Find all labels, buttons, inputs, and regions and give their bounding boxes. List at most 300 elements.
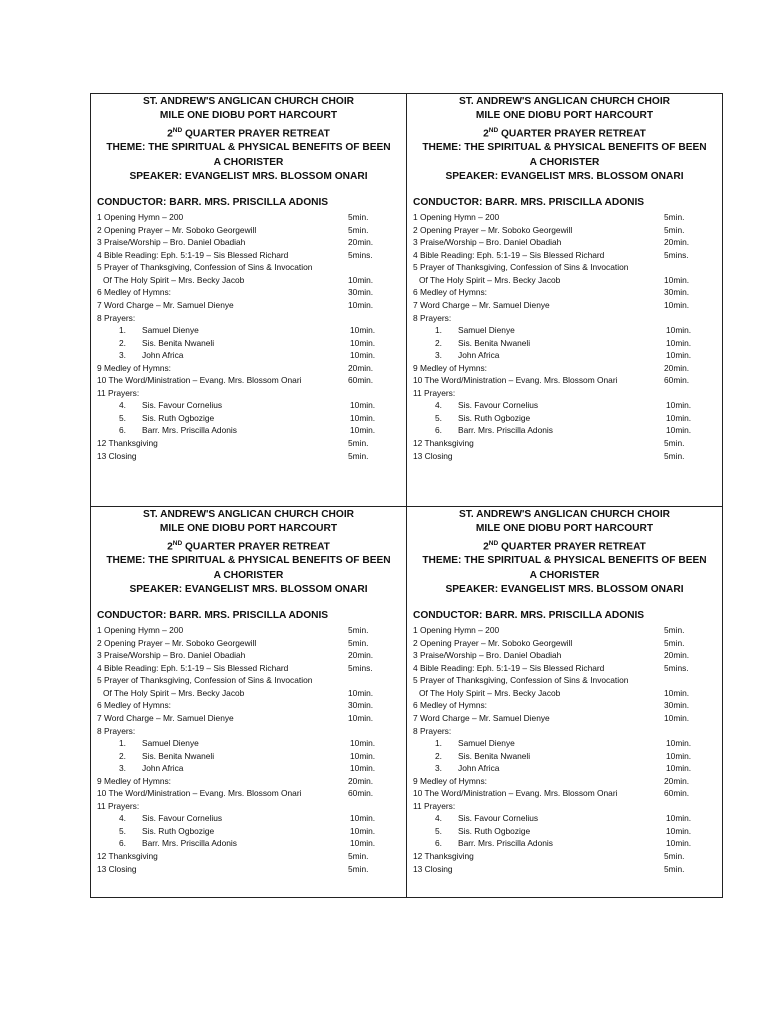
item-text: 7 Word Charge – Mr. Samuel Dienye <box>97 713 234 723</box>
item-text: 8 Prayers: <box>97 725 136 736</box>
programme-item <box>91 624 406 637</box>
conductor: CONDUCTOR: BARR. MRS. PRISCILLA ADONIS <box>97 197 329 209</box>
item-text: 9 Medley of Hymns: <box>97 775 172 786</box>
item-text: 11 Prayers: <box>413 800 456 811</box>
item-duration: 5min. <box>348 212 369 223</box>
programme-item <box>91 362 406 375</box>
ordinal-suffix: ND <box>172 126 183 134</box>
item-text: 2 Opening Prayer – Mr. Soboko Georgewill <box>97 637 257 648</box>
item-duration: 10min. <box>350 337 376 348</box>
item-text: John Africa <box>142 350 184 361</box>
programme-item <box>91 800 406 813</box>
church-location: MILE ONE DIOBU PORT HARCOURT <box>475 523 654 535</box>
item-text: 7 Word Charge – Mr. Samuel Dienye <box>413 713 550 723</box>
programme-item <box>407 399 722 412</box>
programme-item <box>407 674 722 687</box>
item-text: Sis. Favour Cornelius <box>142 813 223 824</box>
item-duration: 30min. <box>348 700 374 711</box>
programme-item <box>91 837 406 850</box>
programme-item <box>407 224 722 237</box>
ordinal-number: 2 <box>167 127 173 139</box>
programme-item <box>407 362 722 375</box>
programme-item <box>407 624 722 637</box>
item-text: 7 Word Charge – Mr. Samuel Dienye <box>413 300 550 310</box>
conductor: CONDUCTOR: BARR. MRS. PRISCILLA ADONIS <box>97 610 329 622</box>
item-duration: 10min. <box>348 687 374 698</box>
programme-item <box>91 674 406 687</box>
item-duration: 10min. <box>350 412 376 423</box>
programme-item <box>407 699 722 712</box>
item-text: 12 Thanksgiving <box>413 438 474 449</box>
programme-item <box>407 437 722 450</box>
item-text: 6 Medley of Hymns: <box>97 287 172 298</box>
item-text: 8 Prayers: <box>413 725 452 736</box>
item-duration: 10min. <box>664 300 690 310</box>
item-duration: 20min. <box>664 237 690 248</box>
item-text: 12 Thanksgiving <box>413 851 474 862</box>
item-text: 11 Prayers: <box>413 387 456 398</box>
item-text: Sis. Ruth Ogbozige <box>458 825 531 836</box>
programme-item <box>407 286 722 299</box>
programme-item <box>407 424 722 437</box>
item-text: 8 Prayers: <box>97 312 136 323</box>
programme-list <box>407 624 722 875</box>
programme-item <box>407 274 722 287</box>
programme-item <box>91 286 406 299</box>
programme-item <box>407 349 722 362</box>
prayer-number: 6. <box>435 425 442 436</box>
programme-item <box>91 437 406 450</box>
item-duration: 5min. <box>348 625 369 636</box>
item-duration: 5min. <box>348 851 369 862</box>
programme-item <box>91 211 406 224</box>
programme-list <box>91 624 406 875</box>
item-text: Sis. Favour Cornelius <box>458 400 539 411</box>
prayer-number: 3. <box>119 350 126 361</box>
item-duration: 10min. <box>348 300 374 310</box>
programme-item <box>407 261 722 274</box>
prayer-number: 6. <box>119 838 126 849</box>
item-text: Sis. Ruth Ogbozige <box>142 412 215 423</box>
item-duration: 20min. <box>348 650 374 661</box>
speaker: SPEAKER: EVANGELIST MRS. BLOSSOM ONARI <box>129 583 368 595</box>
item-duration: 10min. <box>348 274 374 285</box>
item-duration: 60min. <box>664 788 690 799</box>
item-duration: 10min. <box>350 325 376 336</box>
item-duration: 5mins. <box>348 249 373 260</box>
item-text: 10 The Word/Ministration – Evang. Mrs. Blossom Onari <box>97 375 302 386</box>
speaker: SPEAKER: EVANGELIST MRS. BLOSSOM ONARI <box>129 170 368 182</box>
item-text: 9 Medley of Hymns: <box>97 362 172 373</box>
retreat-title <box>419 537 710 555</box>
theme: THEME: THE SPIRITUAL & PHYSICAL BENEFITS OF BEEN A CHORISTER <box>422 142 707 168</box>
item-duration: 5min. <box>664 851 685 862</box>
programme-item <box>407 450 722 463</box>
programme-item <box>91 637 406 650</box>
item-duration: 10min. <box>666 813 692 824</box>
item-duration: 10min. <box>348 713 374 723</box>
item-duration: 5min. <box>664 212 685 223</box>
item-text: 2 Opening Prayer – Mr. Soboko Georgewill <box>413 224 573 235</box>
item-text: 2 Opening Prayer – Mr. Soboko Georgewill <box>413 637 573 648</box>
item-duration: 10min. <box>666 350 692 361</box>
church-name: ST. ANDREW'S ANGLICAN CHURCH CHOIR <box>458 96 671 107</box>
item-text: Of The Holy Spirit – Mrs. Becky Jacob <box>103 687 245 698</box>
programme-item <box>91 649 406 662</box>
item-duration: 10min. <box>666 337 692 348</box>
item-duration: 10min. <box>350 838 376 849</box>
programme-item <box>91 812 406 825</box>
programme-item <box>91 249 406 262</box>
item-text: Samuel Dienye <box>458 738 515 749</box>
programme-item <box>407 324 722 337</box>
item-text: 3 Praise/Worship – Bro. Daniel Obadiah <box>413 237 562 248</box>
item-duration: 10min. <box>666 763 692 774</box>
retreat-title <box>419 124 710 142</box>
church-location: MILE ONE DIOBU PORT HARCOURT <box>159 110 338 122</box>
programme-item <box>91 261 406 274</box>
retreat-title <box>103 537 394 555</box>
item-text: Barr. Mrs. Priscilla Adonis <box>458 425 553 436</box>
programme-item <box>91 850 406 863</box>
programme-item <box>407 725 722 738</box>
item-text: 4 Bible Reading: Eph. 5:1-19 – Sis Blessed Richard <box>413 249 605 260</box>
programme-item <box>407 863 722 876</box>
item-text: 12 Thanksgiving <box>97 438 158 449</box>
church-name: ST. ANDREW'S ANGLICAN CHURCH CHOIR <box>458 509 671 520</box>
programme-item <box>91 337 406 350</box>
programme-item <box>91 687 406 700</box>
prayer-number: 5. <box>119 412 126 423</box>
item-duration: 5min. <box>348 450 369 461</box>
item-duration: 5min. <box>664 224 685 235</box>
item-duration: 10min. <box>350 813 376 824</box>
programme-sheet <box>90 93 723 898</box>
retreat-name: QUARTER PRAYER RETREAT <box>182 127 330 139</box>
item-text: 1 Opening Hymn – 200 <box>97 212 184 223</box>
item-text: 10 The Word/Ministration – Evang. Mrs. Blossom Onari <box>413 375 618 386</box>
item-duration: 5mins. <box>664 662 689 673</box>
item-text: 6 Medley of Hymns: <box>413 287 488 298</box>
item-duration: 5min. <box>664 637 685 648</box>
ordinal-suffix: ND <box>172 539 183 547</box>
conductor: CONDUCTOR: BARR. MRS. PRISCILLA ADONIS <box>413 197 645 209</box>
item-duration: 5min. <box>348 863 369 874</box>
retreat-name: QUARTER PRAYER RETREAT <box>498 540 646 552</box>
item-duration: 20min. <box>348 237 374 248</box>
item-text: 5 Prayer of Thanksgiving, Confession of Sins & Invocation <box>413 262 629 273</box>
church-location: MILE ONE DIOBU PORT HARCOURT <box>475 110 654 122</box>
item-text: Barr. Mrs. Priscilla Adonis <box>142 838 237 849</box>
programme-list <box>91 211 406 462</box>
card-header <box>407 508 722 597</box>
item-text: 4 Bible Reading: Eph. 5:1-19 – Sis Blessed Richard <box>413 662 605 673</box>
programme-item <box>407 412 722 425</box>
item-duration: 10min. <box>350 750 376 761</box>
programme-item <box>91 775 406 788</box>
programme-item <box>407 337 722 350</box>
programme-item <box>91 374 406 387</box>
programme-item <box>91 412 406 425</box>
programme-item <box>407 662 722 675</box>
programme-item <box>407 787 722 800</box>
retreat-title <box>103 124 394 142</box>
item-text: 1 Opening Hymn – 200 <box>97 625 184 636</box>
ordinal-suffix: ND <box>488 126 499 134</box>
item-text: Sis. Benita Nwaneli <box>142 750 215 761</box>
item-duration: 5min. <box>348 224 369 235</box>
item-duration: 60min. <box>348 788 374 799</box>
item-text: 1 Opening Hymn – 200 <box>413 212 500 223</box>
programme-item <box>407 649 722 662</box>
item-text: Samuel Dienye <box>142 325 199 336</box>
item-duration: 20min. <box>664 362 690 373</box>
programme-item <box>407 312 722 325</box>
ordinal-number: 2 <box>483 127 489 139</box>
item-text: 5 Prayer of Thanksgiving, Confession of Sins & Invocation <box>413 675 629 686</box>
item-text: John Africa <box>458 763 500 774</box>
item-duration: 30min. <box>348 287 374 298</box>
programme-item <box>91 236 406 249</box>
programme-item <box>407 825 722 838</box>
programme-item <box>91 699 406 712</box>
item-text: Barr. Mrs. Priscilla Adonis <box>458 838 553 849</box>
item-text: Sis. Favour Cornelius <box>142 400 223 411</box>
item-text: 10 The Word/Ministration – Evang. Mrs. Blossom Onari <box>97 788 302 799</box>
programme-item <box>91 324 406 337</box>
programme-item <box>91 762 406 775</box>
item-text: 13 Closing <box>97 863 137 874</box>
speaker: SPEAKER: EVANGELIST MRS. BLOSSOM ONARI <box>445 170 684 182</box>
item-text: 12 Thanksgiving <box>97 851 158 862</box>
item-text: 1 Opening Hymn – 200 <box>413 625 500 636</box>
item-duration: 10min. <box>350 400 376 411</box>
item-text: 11 Prayers: <box>97 800 140 811</box>
church-location: MILE ONE DIOBU PORT HARCOURT <box>159 523 338 535</box>
programme-item <box>91 424 406 437</box>
prayer-number: 6. <box>435 838 442 849</box>
item-text: Sis. Benita Nwaneli <box>458 337 531 348</box>
item-duration: 30min. <box>664 700 690 711</box>
item-text: 10 The Word/Ministration – Evang. Mrs. Blossom Onari <box>413 788 618 799</box>
item-text: Of The Holy Spirit – Mrs. Becky Jacob <box>419 274 561 285</box>
item-text: 13 Closing <box>97 450 137 461</box>
prayer-number: 2. <box>435 750 442 761</box>
item-text: Sis. Favour Cornelius <box>458 813 539 824</box>
item-duration: 20min. <box>348 775 374 786</box>
item-text: 6 Medley of Hymns: <box>97 700 172 711</box>
theme: THEME: THE SPIRITUAL & PHYSICAL BENEFITS OF BEEN A CHORISTER <box>106 555 391 581</box>
card-header <box>407 95 722 184</box>
prayer-number: 4. <box>435 813 442 824</box>
programme-card <box>91 507 407 897</box>
item-text: 13 Closing <box>413 863 453 874</box>
item-text: Sis. Benita Nwaneli <box>142 337 215 348</box>
prayer-number: 1. <box>435 325 442 336</box>
prayer-number: 3. <box>119 763 126 774</box>
item-text: John Africa <box>458 350 500 361</box>
programme-item <box>407 249 722 262</box>
prayer-number: 2. <box>119 750 126 761</box>
item-text: 3 Praise/Worship – Bro. Daniel Obadiah <box>413 650 562 661</box>
item-text: Samuel Dienye <box>458 325 515 336</box>
speaker: SPEAKER: EVANGELIST MRS. BLOSSOM ONARI <box>445 583 684 595</box>
item-duration: 10min. <box>666 425 692 436</box>
programme-item <box>91 299 406 312</box>
item-text: Sis. Benita Nwaneli <box>458 750 531 761</box>
item-text: 4 Bible Reading: Eph. 5:1-19 – Sis Blessed Richard <box>97 662 289 673</box>
item-text: 8 Prayers: <box>413 312 452 323</box>
item-text: 5 Prayer of Thanksgiving, Confession of Sins & Invocation <box>97 262 313 273</box>
programme-item <box>407 775 722 788</box>
programme-item <box>91 224 406 237</box>
programme-item <box>407 812 722 825</box>
programme-item <box>91 737 406 750</box>
prayer-number: 1. <box>119 325 126 336</box>
programme-item <box>407 737 722 750</box>
programme-item <box>91 863 406 876</box>
item-text: 2 Opening Prayer – Mr. Soboko Georgewill <box>97 224 257 235</box>
programme-item <box>91 787 406 800</box>
retreat-name: QUARTER PRAYER RETREAT <box>182 540 330 552</box>
item-duration: 10min. <box>664 274 690 285</box>
prayer-number: 2. <box>435 337 442 348</box>
item-text: 13 Closing <box>413 450 453 461</box>
programme-list <box>407 211 722 462</box>
item-text: 6 Medley of Hymns: <box>413 700 488 711</box>
item-text: Sis. Ruth Ogbozige <box>142 825 215 836</box>
item-duration: 20min. <box>348 362 374 373</box>
ordinal-number: 2 <box>483 540 489 552</box>
prayer-number: 6. <box>119 425 126 436</box>
item-text: 4 Bible Reading: Eph. 5:1-19 – Sis Blessed Richard <box>97 249 289 260</box>
retreat-name: QUARTER PRAYER RETREAT <box>498 127 646 139</box>
item-duration: 20min. <box>664 650 690 661</box>
item-text: 3 Praise/Worship – Bro. Daniel Obadiah <box>97 650 246 661</box>
programme-item <box>407 387 722 400</box>
prayer-number: 2. <box>119 337 126 348</box>
item-duration: 10min. <box>666 750 692 761</box>
item-text: 9 Medley of Hymns: <box>413 362 488 373</box>
church-name: ST. ANDREW'S ANGLICAN CHURCH CHOIR <box>142 509 355 520</box>
prayer-number: 5. <box>435 825 442 836</box>
programme-item <box>91 725 406 738</box>
item-duration: 10min. <box>350 425 376 436</box>
prayer-number: 5. <box>119 825 126 836</box>
item-duration: 10min. <box>350 350 376 361</box>
item-duration: 10min. <box>664 713 690 723</box>
programme-card <box>91 94 407 507</box>
prayer-number: 4. <box>435 400 442 411</box>
programme-item <box>407 762 722 775</box>
programme-item <box>91 450 406 463</box>
programme-item <box>407 800 722 813</box>
ordinal-number: 2 <box>167 540 173 552</box>
item-duration: 5min. <box>664 450 685 461</box>
programme-item <box>407 236 722 249</box>
ordinal-suffix: ND <box>488 539 499 547</box>
programme-card <box>407 507 722 897</box>
item-text: 3 Praise/Worship – Bro. Daniel Obadiah <box>97 237 246 248</box>
programme-item <box>407 374 722 387</box>
programme-item <box>407 211 722 224</box>
item-text: Barr. Mrs. Priscilla Adonis <box>142 425 237 436</box>
card-header <box>91 95 406 184</box>
item-duration: 10min. <box>666 412 692 423</box>
item-duration: 10min. <box>666 325 692 336</box>
prayer-number: 3. <box>435 763 442 774</box>
programme-item <box>407 850 722 863</box>
programme-item <box>91 825 406 838</box>
card-header <box>91 508 406 597</box>
programme-item <box>91 274 406 287</box>
programme-item <box>91 312 406 325</box>
item-duration: 10min. <box>664 687 690 698</box>
prayer-number: 3. <box>435 350 442 361</box>
item-text: Of The Holy Spirit – Mrs. Becky Jacob <box>419 687 561 698</box>
prayer-number: 5. <box>435 412 442 423</box>
church-name: ST. ANDREW'S ANGLICAN CHURCH CHOIR <box>142 96 355 107</box>
programme-item <box>407 750 722 763</box>
programme-item <box>407 299 722 312</box>
item-text: 9 Medley of Hymns: <box>413 775 488 786</box>
programme-item <box>91 349 406 362</box>
item-duration: 30min. <box>664 287 690 298</box>
conductor: CONDUCTOR: BARR. MRS. PRISCILLA ADONIS <box>413 610 645 622</box>
item-duration: 5min. <box>664 438 685 449</box>
item-duration: 10min. <box>350 825 376 836</box>
programme-item <box>407 637 722 650</box>
item-duration: 20min. <box>664 775 690 786</box>
item-text: 5 Prayer of Thanksgiving, Confession of Sins & Invocation <box>97 675 313 686</box>
programme-card <box>407 94 722 507</box>
programme-item <box>91 662 406 675</box>
item-text: 11 Prayers: <box>97 387 140 398</box>
item-duration: 10min. <box>350 738 376 749</box>
item-text: John Africa <box>142 763 184 774</box>
theme: THEME: THE SPIRITUAL & PHYSICAL BENEFITS OF BEEN A CHORISTER <box>422 555 707 581</box>
item-duration: 60min. <box>348 375 374 386</box>
item-text: Samuel Dienye <box>142 738 199 749</box>
item-duration: 10min. <box>666 838 692 849</box>
item-text: Of The Holy Spirit – Mrs. Becky Jacob <box>103 274 245 285</box>
programme-item <box>407 712 722 725</box>
item-duration: 5min. <box>348 637 369 648</box>
programme-item <box>91 750 406 763</box>
programme-item <box>91 399 406 412</box>
theme: THEME: THE SPIRITUAL & PHYSICAL BENEFITS OF BEEN A CHORISTER <box>106 142 391 168</box>
item-duration: 5mins. <box>348 662 373 673</box>
programme-item <box>407 837 722 850</box>
prayer-number: 4. <box>119 813 126 824</box>
item-duration: 5mins. <box>664 249 689 260</box>
programme-item <box>407 687 722 700</box>
prayer-number: 1. <box>435 738 442 749</box>
item-text: Sis. Ruth Ogbozige <box>458 412 531 423</box>
item-duration: 10min. <box>350 763 376 774</box>
item-duration: 5min. <box>348 438 369 449</box>
item-duration: 5min. <box>664 625 685 636</box>
item-duration: 5min. <box>664 863 685 874</box>
item-duration: 10min. <box>666 400 692 411</box>
item-duration: 10min. <box>666 738 692 749</box>
item-duration: 10min. <box>666 825 692 836</box>
prayer-number: 1. <box>119 738 126 749</box>
prayer-number: 4. <box>119 400 126 411</box>
item-duration: 60min. <box>664 375 690 386</box>
programme-item <box>91 712 406 725</box>
item-text: 7 Word Charge – Mr. Samuel Dienye <box>97 300 234 310</box>
